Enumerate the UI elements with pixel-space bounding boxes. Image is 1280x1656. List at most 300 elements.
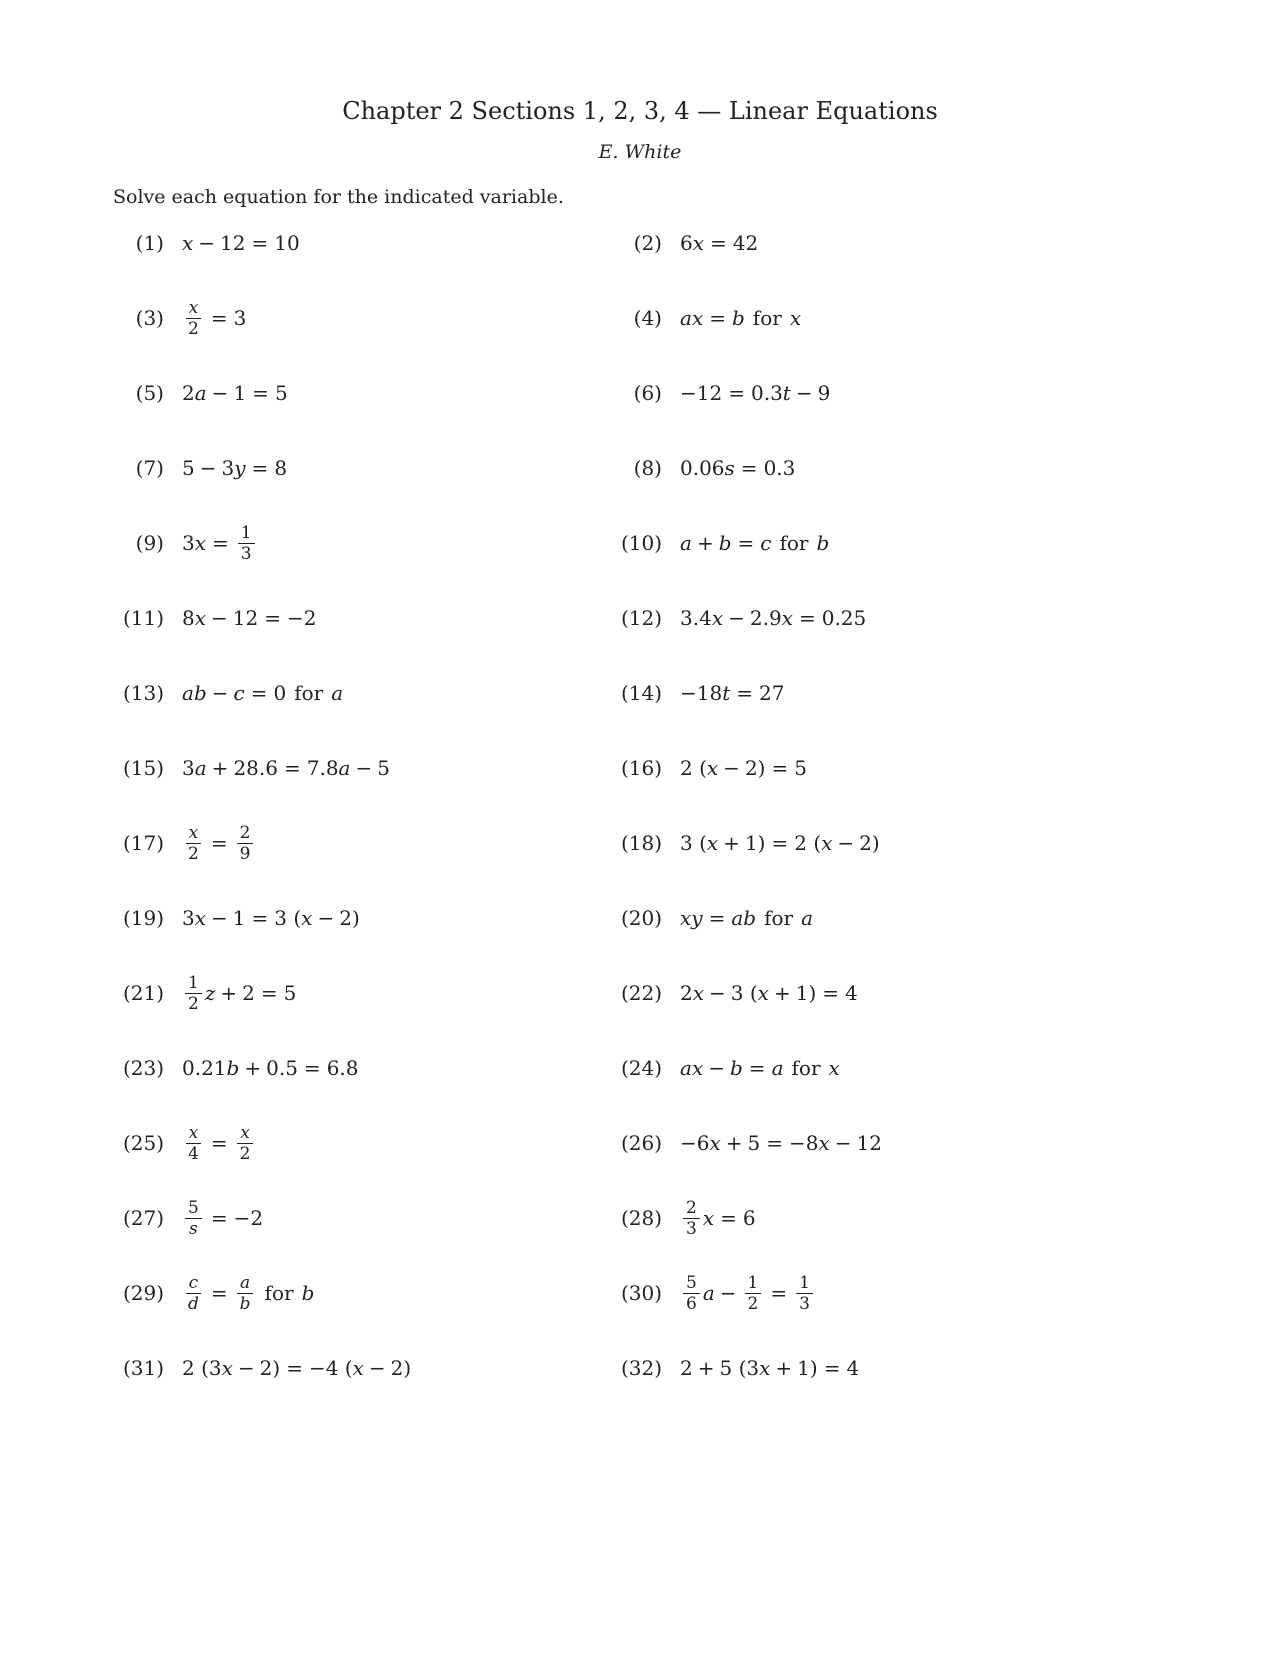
math-operator: + bbox=[773, 981, 791, 1005]
math-equals: = bbox=[303, 1056, 321, 1080]
math-variable: b bbox=[301, 1281, 315, 1305]
math-equals: = bbox=[798, 606, 816, 630]
math-variable: x bbox=[789, 306, 802, 330]
math-number: 5 bbox=[274, 381, 288, 405]
problem-item bbox=[620, 1113, 882, 1173]
problem-number: (10) bbox=[620, 531, 662, 555]
math-fraction bbox=[683, 1199, 700, 1238]
fraction-numerator: 2 bbox=[683, 1199, 700, 1219]
math-operator: − bbox=[728, 606, 745, 630]
problem-equation bbox=[680, 606, 866, 630]
math-variable: x bbox=[182, 231, 194, 255]
math-number: 2 ( bbox=[680, 756, 707, 780]
problem-item bbox=[122, 588, 316, 648]
problem-equation bbox=[182, 524, 258, 563]
math-variable: x bbox=[301, 906, 313, 930]
problem-number: (25) bbox=[122, 1131, 164, 1155]
problem-number: (24) bbox=[620, 1056, 662, 1080]
math-number: −4 ( bbox=[308, 1356, 353, 1380]
math-variable: x bbox=[711, 606, 724, 630]
math-variable: a bbox=[194, 756, 207, 780]
problem-number: (7) bbox=[135, 456, 164, 480]
math-fraction bbox=[745, 1274, 762, 1313]
math-variable: x bbox=[702, 1206, 715, 1230]
math-variable: x bbox=[680, 906, 692, 930]
math-operator: + bbox=[775, 1356, 793, 1380]
math-number: 3 bbox=[221, 456, 235, 480]
math-number: 2 (3 bbox=[182, 1356, 222, 1380]
math-equals: = bbox=[720, 1206, 737, 1230]
math-equals: = bbox=[823, 1356, 841, 1380]
math-number: 6 bbox=[680, 231, 693, 255]
page-title: Chapter 2 Sections 1, 2, 3, 4 — Linear Equations bbox=[342, 97, 938, 125]
math-number: 12 bbox=[232, 606, 259, 630]
math-text: for bbox=[764, 906, 794, 930]
math-variable: y bbox=[691, 906, 703, 930]
problem-equation bbox=[680, 306, 801, 330]
math-equals: = bbox=[770, 1281, 788, 1305]
math-variable: x bbox=[692, 981, 705, 1005]
problem-item bbox=[620, 588, 866, 648]
math-number: 42 bbox=[732, 231, 759, 255]
problem-equation bbox=[182, 756, 390, 780]
math-equals: = bbox=[709, 306, 726, 330]
math-number: 2 bbox=[680, 1356, 693, 1380]
math-operator: − bbox=[198, 231, 216, 255]
math-number: 10 bbox=[274, 231, 300, 255]
problem-item bbox=[122, 963, 296, 1023]
math-operator: − bbox=[834, 1131, 852, 1155]
math-operator: − bbox=[211, 906, 228, 930]
problem-number: (32) bbox=[620, 1356, 662, 1380]
problem-number: (16) bbox=[620, 756, 662, 780]
problem-number: (19) bbox=[122, 906, 164, 930]
math-number: 0.3 bbox=[750, 381, 783, 405]
math-variable: b bbox=[743, 906, 757, 930]
math-variable: a bbox=[702, 1281, 715, 1305]
fraction-denominator: 4 bbox=[188, 1143, 199, 1164]
problem-equation bbox=[680, 1056, 840, 1080]
problem-equation bbox=[182, 381, 288, 405]
math-fraction bbox=[237, 1124, 254, 1163]
math-variable: x bbox=[352, 1356, 364, 1380]
math-number: 3.4 bbox=[680, 606, 712, 630]
problem-item bbox=[620, 888, 813, 948]
math-variable: x bbox=[194, 606, 207, 630]
fraction-denominator: 2 bbox=[747, 1293, 759, 1314]
problem-equation bbox=[182, 231, 300, 255]
fraction-denominator: 9 bbox=[239, 843, 251, 864]
math-text: for bbox=[264, 1281, 294, 1305]
problem-number: (21) bbox=[122, 981, 164, 1005]
problem-item bbox=[122, 438, 287, 498]
math-variable: x bbox=[818, 1131, 830, 1155]
math-variable: x bbox=[757, 981, 769, 1005]
problem-equation bbox=[680, 831, 880, 855]
math-operator: − bbox=[708, 1056, 725, 1080]
math-number: −12 bbox=[680, 381, 723, 405]
math-operator: − bbox=[237, 1356, 255, 1380]
problem-number: (30) bbox=[620, 1281, 662, 1305]
math-number: 3 bbox=[182, 531, 195, 555]
problem-number: (26) bbox=[620, 1131, 662, 1155]
math-variable: x bbox=[194, 906, 207, 930]
problem-number: (2) bbox=[633, 231, 662, 255]
math-variable: y bbox=[234, 456, 246, 480]
math-fraction bbox=[185, 1124, 202, 1163]
math-number: 3 bbox=[182, 756, 195, 780]
problem-equation bbox=[680, 381, 830, 405]
problem-number: (17) bbox=[122, 831, 164, 855]
problem-equation bbox=[680, 981, 858, 1005]
problem-equation bbox=[680, 1356, 859, 1380]
fraction-numerator: x bbox=[186, 299, 202, 319]
math-operator: − bbox=[355, 756, 373, 780]
problem-equation bbox=[182, 1274, 314, 1313]
problem-equation bbox=[680, 906, 813, 930]
math-equals: = bbox=[771, 831, 789, 855]
problem-number: (27) bbox=[122, 1206, 164, 1230]
problem-item bbox=[122, 1263, 314, 1323]
problem-equation bbox=[680, 1199, 756, 1238]
problem-item bbox=[620, 1038, 840, 1098]
math-variable: a bbox=[194, 381, 207, 405]
math-number: 1 bbox=[232, 906, 246, 930]
math-number: 2.9 bbox=[749, 606, 782, 630]
math-equals: = bbox=[260, 981, 278, 1005]
fraction-denominator: 6 bbox=[686, 1293, 697, 1314]
math-equals: = bbox=[737, 531, 755, 555]
problem-item bbox=[122, 288, 246, 348]
math-equals: = bbox=[251, 456, 269, 480]
problem-number: (28) bbox=[620, 1206, 662, 1230]
problem-number: (8) bbox=[633, 456, 662, 480]
problem-item bbox=[122, 1038, 359, 1098]
math-variable: a bbox=[331, 681, 344, 705]
math-variable: b bbox=[193, 681, 207, 705]
math-operator: + bbox=[725, 1131, 743, 1155]
fraction-numerator: 1 bbox=[238, 524, 255, 544]
problem-item bbox=[122, 738, 390, 798]
math-operator: − bbox=[795, 381, 813, 405]
fraction-numerator: 2 bbox=[237, 824, 254, 844]
math-variable: b bbox=[226, 1056, 240, 1080]
math-fraction bbox=[238, 524, 255, 563]
math-variable: x bbox=[691, 1056, 704, 1080]
math-variable: a bbox=[731, 906, 744, 930]
math-number: 8 bbox=[182, 606, 195, 630]
math-variable: a bbox=[182, 681, 194, 705]
math-equals: = bbox=[251, 231, 269, 255]
math-fraction bbox=[683, 1274, 700, 1313]
fraction-numerator: 1 bbox=[185, 974, 202, 994]
math-number: 2 bbox=[242, 981, 255, 1005]
problem-number: (14) bbox=[620, 681, 662, 705]
problem-equation bbox=[680, 531, 829, 555]
math-variable: a bbox=[680, 1056, 692, 1080]
math-number: 2) bbox=[390, 1356, 412, 1380]
problem-equation bbox=[182, 824, 256, 863]
math-number: −2 bbox=[233, 1206, 264, 1230]
problem-number: (9) bbox=[135, 531, 164, 555]
math-number: 0.21 bbox=[182, 1056, 227, 1080]
fraction-denominator: 3 bbox=[686, 1218, 697, 1239]
math-fraction bbox=[185, 824, 202, 863]
math-number: 1) bbox=[744, 831, 766, 855]
math-number: 5 bbox=[747, 1131, 761, 1155]
problem-number: (20) bbox=[620, 906, 662, 930]
problem-equation bbox=[680, 456, 795, 480]
problem-equation bbox=[680, 756, 807, 780]
math-operator: + bbox=[220, 981, 238, 1005]
problem-item bbox=[620, 513, 829, 573]
problem-item bbox=[620, 663, 784, 723]
problem-number: (5) bbox=[135, 381, 164, 405]
problem-equation bbox=[182, 606, 316, 630]
math-number: −18 bbox=[680, 681, 723, 705]
math-number: 2 bbox=[182, 381, 195, 405]
math-variable: x bbox=[706, 831, 719, 855]
fraction-denominator: 2 bbox=[188, 843, 199, 864]
problem-item bbox=[620, 813, 880, 873]
math-number: 3 bbox=[233, 306, 247, 330]
math-number: 0.06 bbox=[680, 456, 725, 480]
fraction-numerator: x bbox=[237, 1124, 253, 1144]
math-fraction bbox=[185, 974, 202, 1013]
math-variable: a bbox=[680, 531, 692, 555]
math-number: 4 bbox=[846, 1356, 860, 1380]
math-number: 1) bbox=[797, 1356, 818, 1380]
math-variable: a bbox=[680, 306, 692, 330]
math-variable: x bbox=[194, 531, 207, 555]
math-variable: x bbox=[828, 1056, 840, 1080]
math-variable: b bbox=[718, 531, 732, 555]
fraction-numerator: a bbox=[237, 1274, 253, 1294]
problem-equation bbox=[680, 231, 758, 255]
math-fraction bbox=[237, 824, 254, 863]
math-operator: − bbox=[368, 1356, 386, 1380]
math-operator: − bbox=[723, 756, 740, 780]
math-number: 2 ( bbox=[794, 831, 822, 855]
math-number: 2) bbox=[339, 906, 360, 930]
math-variable: t bbox=[722, 681, 731, 705]
fraction-denominator: 2 bbox=[239, 1143, 251, 1164]
math-equals: = bbox=[283, 756, 301, 780]
math-operator: + bbox=[697, 1356, 715, 1380]
math-variable: t bbox=[782, 381, 791, 405]
problem-equation bbox=[182, 299, 246, 338]
math-variable: x bbox=[706, 756, 719, 780]
problem-item bbox=[122, 363, 288, 423]
problem-equation bbox=[182, 906, 360, 930]
math-operator: − bbox=[199, 456, 217, 480]
problem-item bbox=[122, 1113, 256, 1173]
math-number: −8 bbox=[789, 1131, 819, 1155]
math-text: for bbox=[752, 306, 782, 330]
math-variable: b bbox=[731, 306, 745, 330]
problem-equation bbox=[680, 681, 784, 705]
problem-item bbox=[122, 513, 258, 573]
problem-number: (29) bbox=[122, 1281, 164, 1305]
math-number: 12 bbox=[856, 1131, 883, 1155]
math-equals: = bbox=[210, 1281, 228, 1305]
math-variable: x bbox=[781, 606, 793, 630]
problem-equation bbox=[182, 1124, 256, 1163]
problem-item bbox=[620, 1263, 816, 1323]
math-number: 1 bbox=[233, 381, 247, 405]
math-equals: = bbox=[728, 381, 745, 405]
problem-number: (12) bbox=[620, 606, 662, 630]
math-variable: a bbox=[801, 906, 814, 930]
math-operator: + bbox=[211, 756, 229, 780]
problem-number: (11) bbox=[122, 606, 164, 630]
fraction-denominator: 3 bbox=[240, 543, 252, 564]
problem-number: (15) bbox=[122, 756, 164, 780]
math-number: −6 bbox=[680, 1131, 710, 1155]
problem-equation bbox=[182, 1356, 411, 1380]
math-number: 9 bbox=[817, 381, 831, 405]
math-variable: s bbox=[724, 456, 735, 480]
math-fraction bbox=[185, 1274, 202, 1313]
math-number: 5 bbox=[283, 981, 297, 1005]
math-number: 6 bbox=[742, 1206, 756, 1230]
math-number: 0.3 bbox=[763, 456, 796, 480]
math-number: −2 bbox=[287, 606, 317, 630]
problem-item bbox=[122, 663, 343, 723]
math-equals: = bbox=[212, 531, 229, 555]
problem-equation bbox=[182, 974, 296, 1013]
problem-item bbox=[620, 438, 795, 498]
fraction-denominator: 2 bbox=[188, 318, 199, 339]
math-number: 2 bbox=[680, 981, 693, 1005]
problem-number: (4) bbox=[633, 306, 662, 330]
math-number: 3 ( bbox=[680, 831, 707, 855]
math-number: 0.25 bbox=[821, 606, 867, 630]
problem-item bbox=[122, 888, 360, 948]
math-variable: x bbox=[692, 231, 705, 255]
math-operator: − bbox=[317, 906, 335, 930]
problem-item bbox=[620, 213, 758, 273]
math-number: 0 bbox=[273, 681, 287, 705]
fraction-numerator: 5 bbox=[185, 1199, 202, 1219]
fraction-denominator: 3 bbox=[799, 1293, 810, 1314]
fraction-denominator: s bbox=[189, 1218, 198, 1239]
fraction-numerator: 1 bbox=[745, 1274, 762, 1294]
math-number: 3 ( bbox=[730, 981, 758, 1005]
math-variable: a bbox=[338, 756, 351, 780]
math-variable: b bbox=[816, 531, 830, 555]
math-equals: = bbox=[766, 1131, 784, 1155]
math-equals: = bbox=[710, 231, 727, 255]
problem-number: (3) bbox=[135, 306, 164, 330]
problem-item bbox=[620, 1338, 859, 1398]
math-number: 8 bbox=[274, 456, 288, 480]
math-number: 2) bbox=[859, 831, 880, 855]
math-number: 5 bbox=[182, 456, 195, 480]
problem-item bbox=[122, 1338, 411, 1398]
math-operator: − bbox=[719, 1281, 737, 1305]
math-variable: a bbox=[771, 1056, 784, 1080]
math-fraction bbox=[796, 1274, 813, 1313]
math-number: 3 bbox=[182, 906, 195, 930]
math-variable: x bbox=[691, 306, 704, 330]
author-name: E. White bbox=[598, 141, 682, 163]
math-operator: − bbox=[709, 981, 726, 1005]
math-operator: + bbox=[723, 831, 740, 855]
math-equals: = bbox=[210, 1206, 228, 1230]
math-number: 12 bbox=[220, 231, 246, 255]
problem-equation bbox=[182, 1199, 263, 1238]
math-equals: = bbox=[748, 1056, 766, 1080]
math-operator: + bbox=[244, 1056, 262, 1080]
math-text: for bbox=[294, 681, 324, 705]
math-number: 2) bbox=[259, 1356, 281, 1380]
fraction-denominator: b bbox=[239, 1293, 251, 1314]
problem-item bbox=[122, 813, 256, 873]
problem-item bbox=[620, 288, 801, 348]
math-equals: = bbox=[264, 606, 281, 630]
fraction-numerator: 5 bbox=[683, 1274, 700, 1294]
math-operator: + bbox=[696, 531, 714, 555]
math-variable: c bbox=[233, 681, 245, 705]
math-number: 6.8 bbox=[326, 1056, 359, 1080]
math-equals: = bbox=[736, 681, 754, 705]
problem-item bbox=[620, 738, 807, 798]
problem-number: (23) bbox=[122, 1056, 164, 1080]
math-operator: − bbox=[211, 381, 229, 405]
math-equals: = bbox=[210, 306, 228, 330]
problem-equation bbox=[680, 1274, 816, 1313]
math-number: 1) bbox=[795, 981, 817, 1005]
math-number: 0.5 bbox=[266, 1056, 298, 1080]
math-variable: x bbox=[759, 1356, 771, 1380]
math-number: 7.8 bbox=[306, 756, 339, 780]
problem-number: (13) bbox=[122, 681, 164, 705]
math-number: 3 ( bbox=[274, 906, 302, 930]
math-variable: c bbox=[760, 531, 772, 555]
fraction-numerator: c bbox=[186, 1274, 202, 1294]
math-equals: = bbox=[740, 456, 758, 480]
math-equals: = bbox=[252, 381, 269, 405]
math-fraction bbox=[185, 1199, 202, 1238]
fraction-numerator: 1 bbox=[796, 1274, 813, 1294]
problem-number: (31) bbox=[122, 1356, 164, 1380]
math-operator: − bbox=[211, 606, 228, 630]
problem-equation bbox=[182, 456, 287, 480]
problem-number: (22) bbox=[620, 981, 662, 1005]
math-operator: − bbox=[211, 681, 229, 705]
math-number: 5 bbox=[377, 756, 390, 780]
math-equals: = bbox=[210, 1131, 228, 1155]
math-variable: x bbox=[709, 1131, 721, 1155]
math-number: 28.6 bbox=[233, 756, 278, 780]
math-number: 5 bbox=[794, 756, 807, 780]
problem-equation bbox=[182, 1056, 359, 1080]
problem-item bbox=[620, 1188, 756, 1248]
problem-item bbox=[620, 363, 830, 423]
problem-equation bbox=[680, 1131, 882, 1155]
math-equals: = bbox=[822, 981, 840, 1005]
fraction-denominator: d bbox=[188, 1293, 199, 1314]
math-number: 27 bbox=[759, 681, 785, 705]
math-variable: b bbox=[729, 1056, 743, 1080]
problem-number: (6) bbox=[633, 381, 662, 405]
math-variable: x bbox=[821, 831, 833, 855]
problem-number: (18) bbox=[620, 831, 662, 855]
math-operator: − bbox=[837, 831, 855, 855]
problem-item bbox=[122, 213, 300, 273]
fraction-numerator: x bbox=[186, 1124, 202, 1144]
